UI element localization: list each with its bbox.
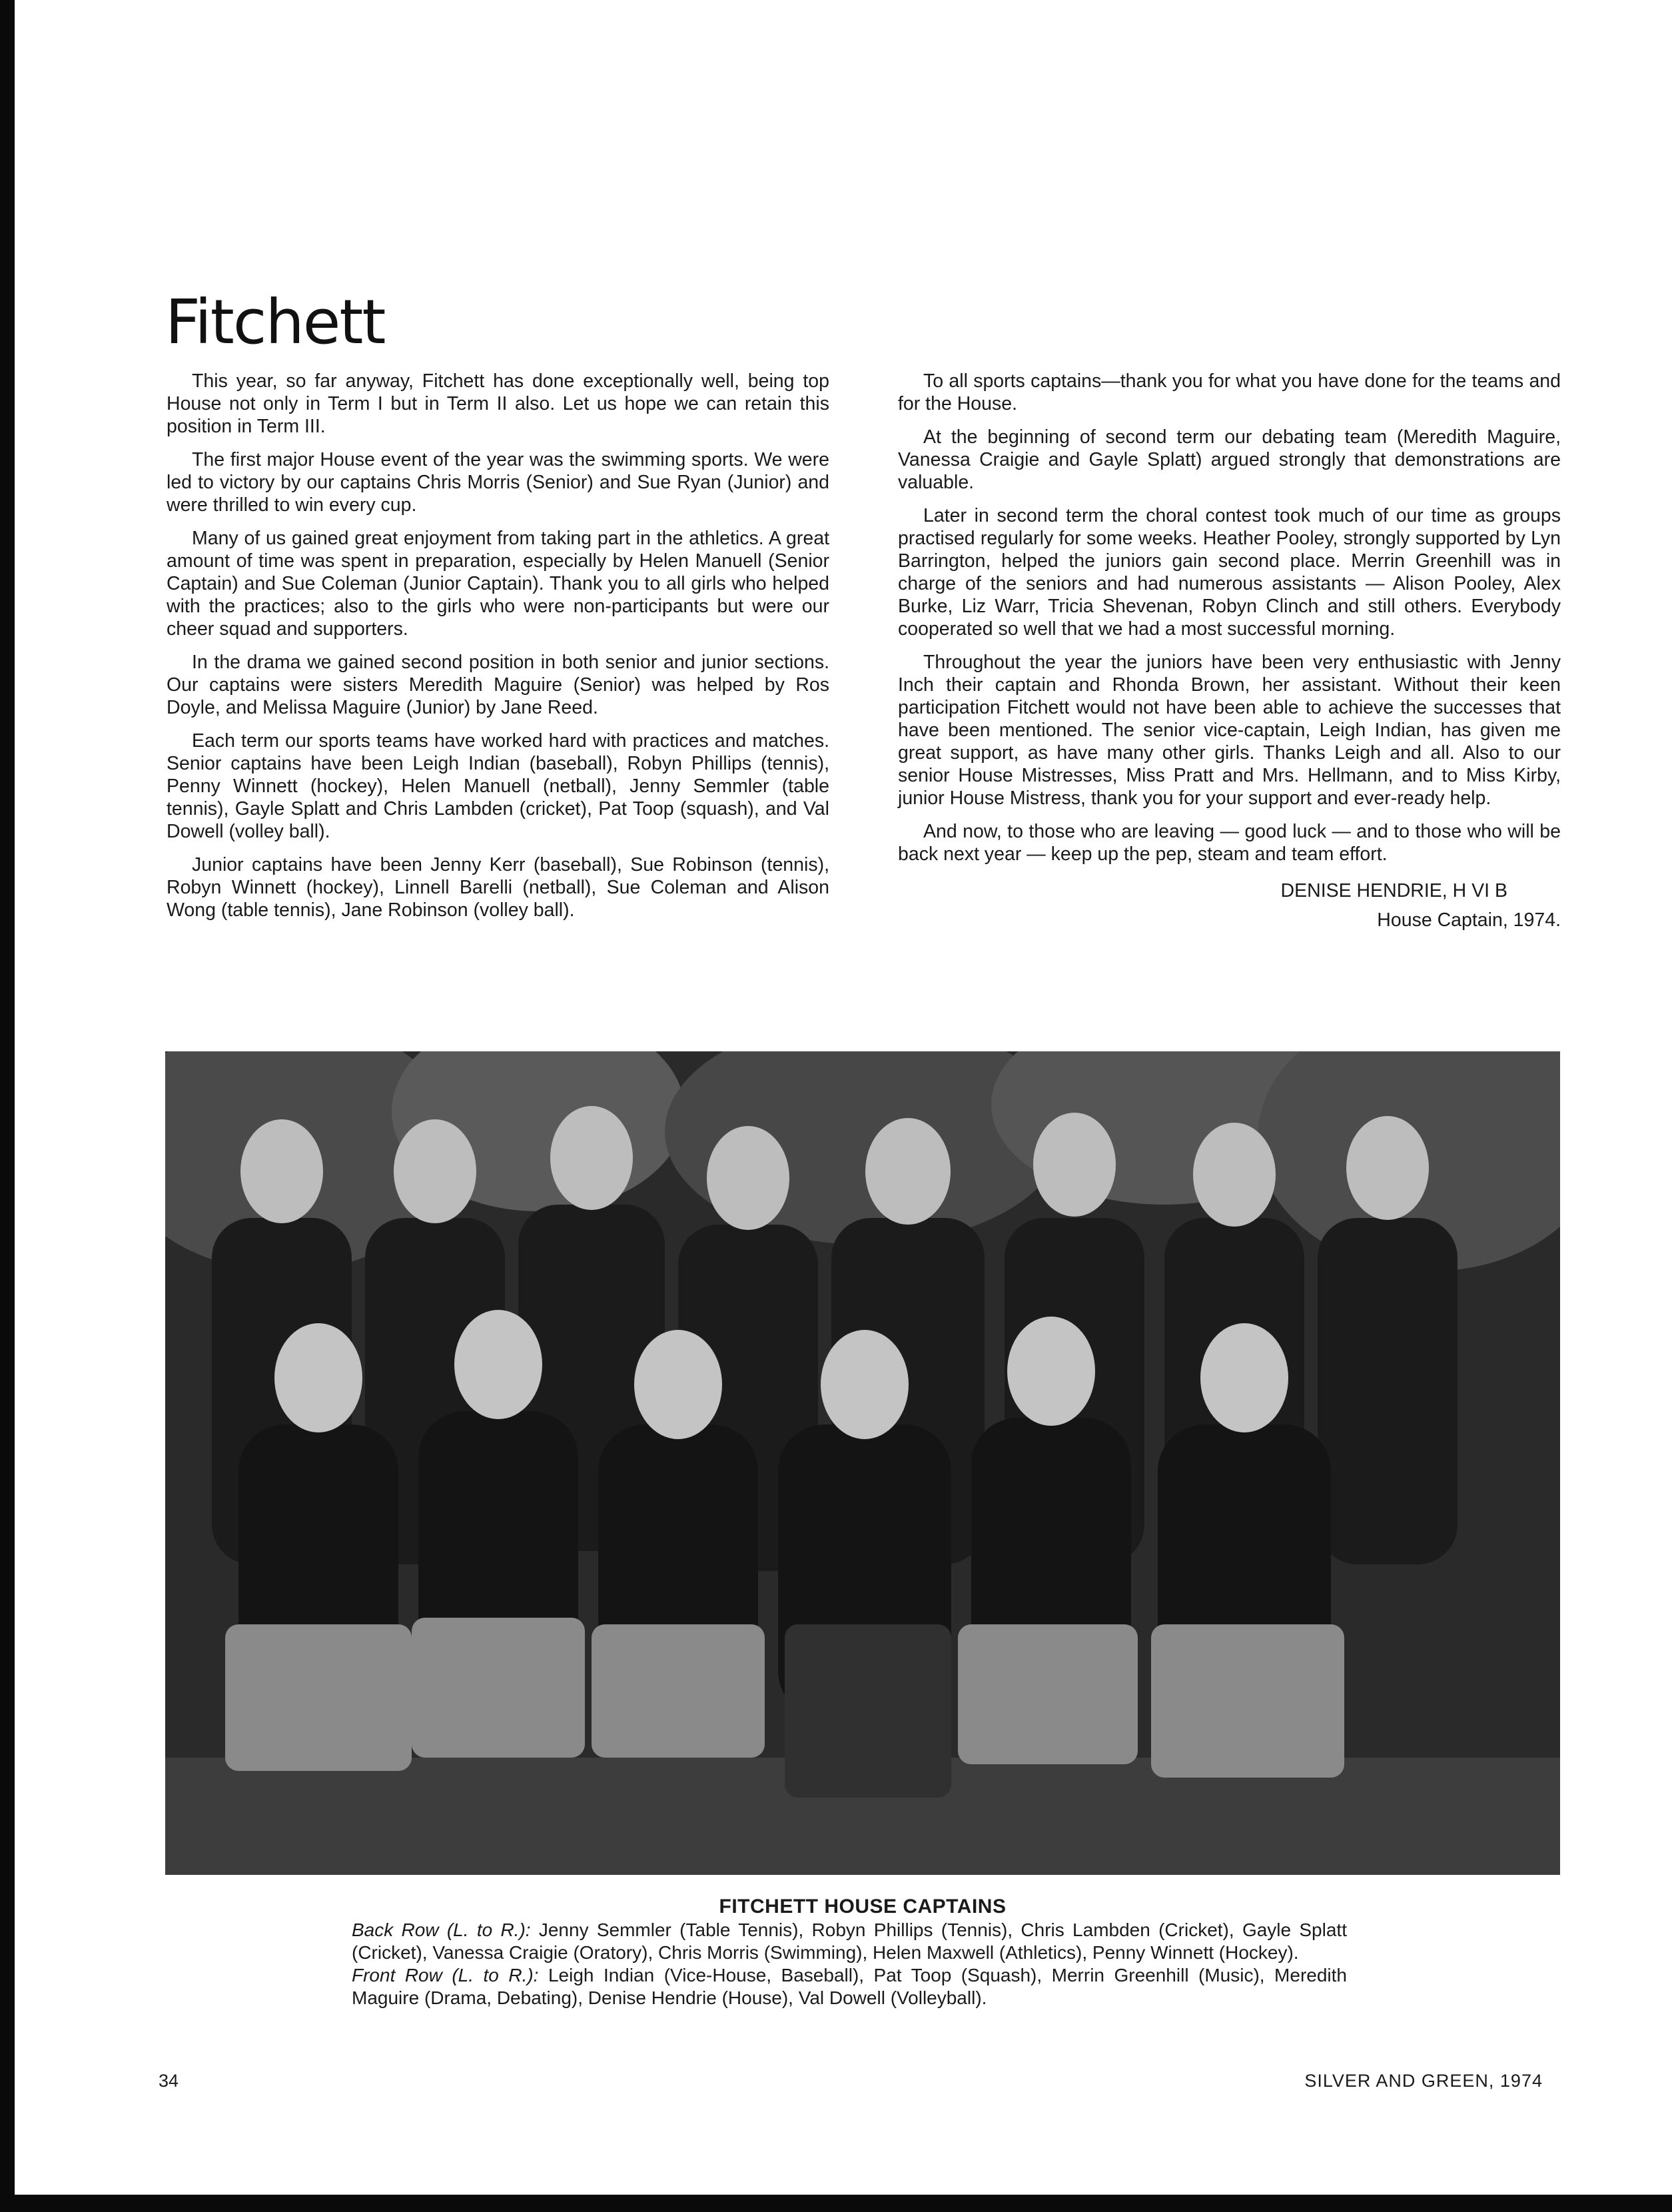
- right-paragraph-3: Later in second term the choral contest took much of our time as groups practised regularly for some weeks. Heather Pooley, strongly supported by Lyn Barrington, helped the juniors gain second place. Merrin Greenhill was in charge of the seniors and had numerous assistants — Alison Pooley, Alex Burke, Liz Warr, Tricia Shevenan, Robyn Clinch and still others. Everybody cooperated so well that we had a most successful morning.: [898, 505, 1561, 640]
- page-number: 34: [159, 2071, 179, 2091]
- group-photo: [165, 1051, 1560, 1875]
- back-row-line: [352, 1919, 1347, 1964]
- left-paragraph-1: This year, so far anyway, Fitchett has done exceptionally well, being top House not only in Term I but in Term II also. Let us hope we can retain this position in Term III.: [167, 370, 829, 437]
- signoff-role: House Captain, 1974.: [1377, 909, 1561, 931]
- article-title: Fitchett: [165, 286, 385, 358]
- photo-caption: [352, 1919, 1347, 2009]
- right-paragraph-5: And now, to those who are leaving — good luck — and to those who will be back next year — keep up the pep, steam and team effort.: [898, 821, 1561, 865]
- left-paragraph-4: In the drama we gained second position in both senior and junior sections. Our captains were sisters Meredith Maguire (Senior) was helped by Ros Doyle, and Melissa Maguire (Junior) by Jane Reed.: [167, 652, 829, 718]
- group-photo-illustration: [165, 1051, 1560, 1875]
- left-paragraph-2: The first major House event of the year was the swimming sports. We were led to victory by our captains Chris Morris (Senior) and Sue Ryan (Junior) and were thrilled to win every cup.: [167, 449, 829, 516]
- front-row-names: Leigh Indian (Vice-House, Baseball), Pat Toop (Squash), Merrin Greenhill (Music), Meredith Maguire (Drama, Debating), Denise Hendrie (House), Val Dowell (Volleyball).: [352, 1965, 1347, 2008]
- article-right-column: [898, 370, 1561, 935]
- right-paragraph-2: At the beginning of second term our debating team (Meredith Maguire, Vanessa Craigie and Gayle Splatt) argued strongly that demonstrations are valuable.: [898, 426, 1561, 493]
- left-paragraph-3: Many of us gained great enjoyment from taking part in the athletics. A great amount of time was spent in preparation, especially by Helen Manuell (Senior Captain) and Sue Coleman (Junior Captain). Thank you to all girls who helped with the practices; also to the girls who were non-participants but were our cheer squad and supporters.: [167, 528, 829, 640]
- right-paragraph-1: To all sports captains—thank you for what you have done for the teams and for the House.: [898, 370, 1561, 414]
- scan-edge-bottom: [0, 2195, 1672, 2212]
- publication-footer: SILVER AND GREEN, 1974: [1304, 2071, 1543, 2091]
- article-left-column: [167, 370, 829, 932]
- back-row-names: Jenny Semmler (Table Tennis), Robyn Phillips (Tennis), Chris Lambden (Cricket), Gayle Splatt (Cricket), Vanessa Craigie (Oratory), Chris Morris (Swimming), Helen Maxwell (Athletics), Penny Winnett (Hockey).: [352, 1920, 1347, 1963]
- left-paragraph-5: Each term our sports teams have worked hard with practices and matches. Senior captains have been Leigh Indian (baseball), Robyn Phillips (tennis), Penny Winnett (hockey), Helen Manuell (netball), Jenny Semmler (table tennis), Gayle Splatt and Chris Lambden (cricket), Pat Toop (squash), and Val Dowell (volley ball).: [167, 730, 829, 842]
- back-row-label: Back Row (L. to R.):: [352, 1920, 531, 1940]
- signoff: [898, 876, 1561, 935]
- left-paragraph-6: Junior captains have been Jenny Kerr (baseball), Sue Robinson (tennis), Robyn Winnett (hockey), Linnell Barelli (netball), Sue Coleman and Alison Wong (table tennis), Jane Robinson (volley ball).: [167, 854, 829, 921]
- front-row-label: Front Row (L. to R.):: [352, 1965, 539, 1985]
- front-row-line: [352, 1964, 1347, 2009]
- photo-caption-title: FITCHETT HOUSE CAPTAINS: [719, 1896, 1007, 1918]
- right-paragraph-4: Throughout the year the juniors have been very enthusiastic with Jenny Inch their captain and Rhonda Brown, her assistant. Without their keen participation Fitchett would not have been able to achieve the successes that have been mentioned. The senior vice-captain, Leigh Indian, has given me great support, as have many other girls. Thanks Leigh and all. Also to our senior House Mistresses, Miss Pratt and Mrs. Hellmann, and to Miss Kirby, junior House Mistress, thank you for your support and ever-ready help.: [898, 652, 1561, 809]
- scan-edge-left: [0, 0, 15, 2212]
- signoff-name: DENISE HENDRIE, H VI B: [1280, 880, 1507, 901]
